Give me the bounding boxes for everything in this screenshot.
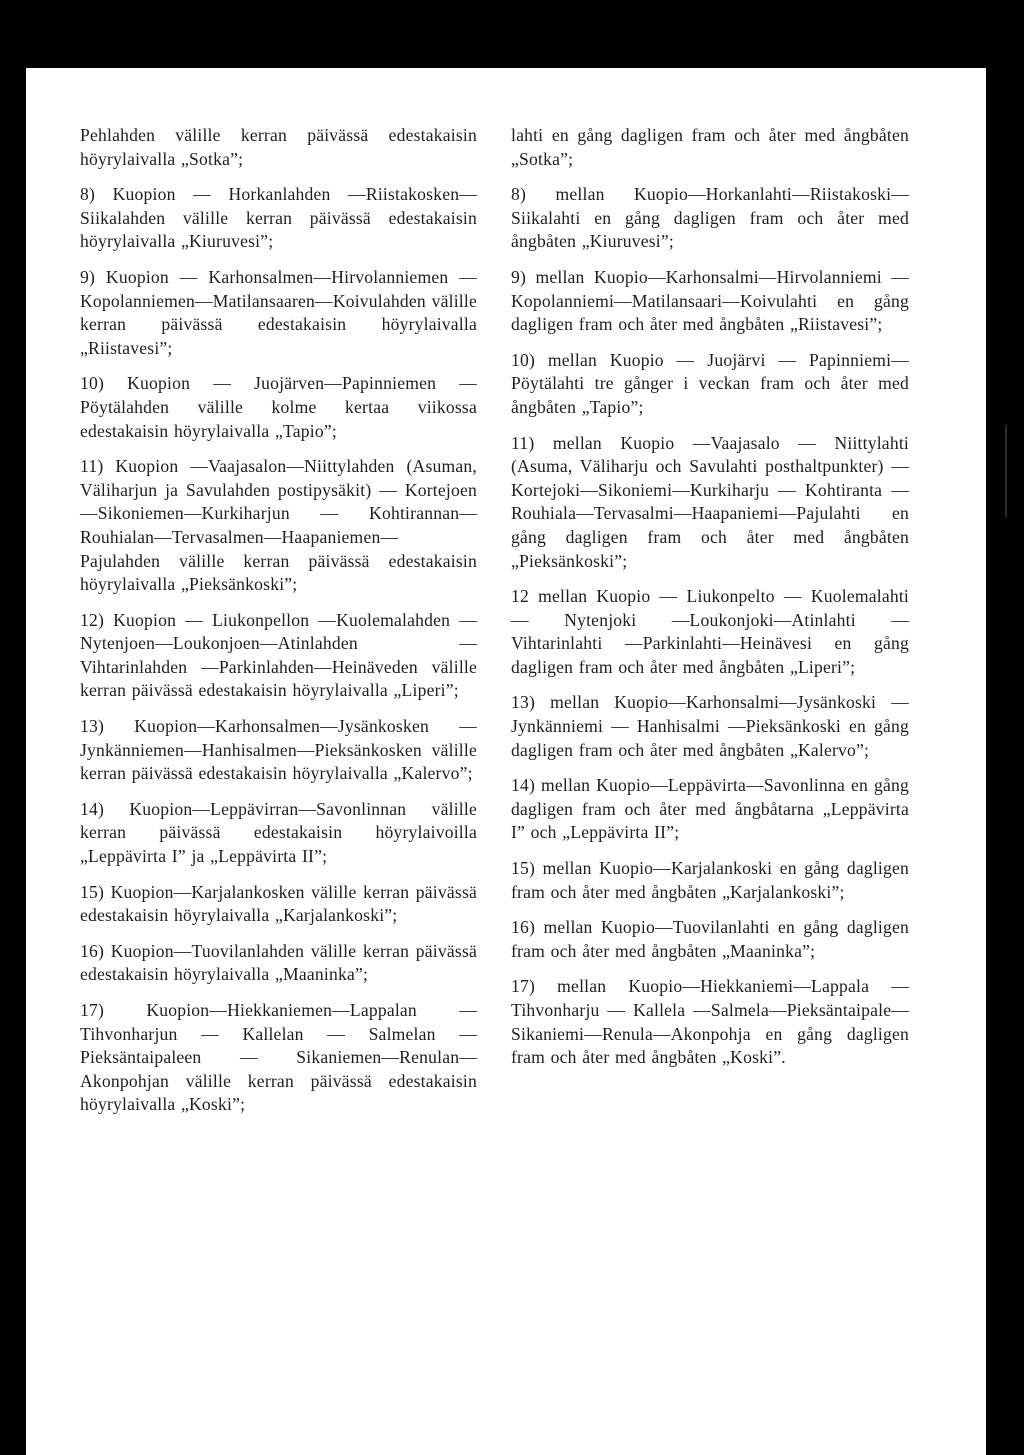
sv-paragraph-12: 12 mellan Kuopio — Liukonpelto — Kuolemalahti — Nytenjoki —Loukonjoki—Atinlahti — Vihtarinlahti —Parkinlahti—Heinävesi en gång dagligen fram och åter med ångbåten „Liperi”; — [511, 586, 909, 677]
sv-paragraph-continued: lahti en gång dagligen fram och åter med ångbåten „Sotka”; — [511, 125, 909, 169]
swedish-text-column — [511, 124, 909, 1082]
fi-paragraph-10: 10) Kuopion — Juojärven—Papinniemen —Pöytälahden välille kolme kertaa viikossa edestakaisin höyrylaivalla „Tapio”; — [80, 373, 477, 441]
sv-paragraph-9: 9) mellan Kuopio—Karhonsalmi—Hirvolanniemi —Kopolanniemi—Matilansaari—Koivulahti en gång dagligen fram och åter med ångbåten „Riistavesi”; — [511, 266, 909, 335]
sv-paragraph-14: 14) mellan Kuopio—Leppävirta—Savonlinna en gång dagligen fram och åter med ångbåtarna „Leppävirta I” och „Leppävirta II”; — [511, 775, 909, 843]
sv-paragraph-10: 10) mellan Kuopio — Juojärvi — Papinniemi—Pöytälahti tre gånger i veckan fram och åter med ångbåten „Tapio”; — [511, 349, 909, 417]
sv-paragraph-11: 11) mellan Kuopio —Vaajasalo — Niittylahti (Asuma, Väliharju och Savulahti posthaltpunkter) — Kortejoki—Sikoniemi—Kurkiharju — Kohtiranta —Rouhiala—Tervasalmi—Haapaniemi—Pajulahti en gång dagligen fram och åter med ångbåten „Pieksänkoski”; — [511, 432, 909, 571]
fi-paragraph-12: 12) Kuopion — Liukonpellon —Kuolemalahden —Nytenjoen—Loukonjoen—Atinlahden —Vihtarinlahden —Parkinlahden—Heinäveden välille kerran päivässä edestakaisin höyrylaivalla „Liperi”; — [80, 609, 477, 701]
fi-paragraph-9: 9) Kuopion — Karhonsalmen—Hirvolanniemen — Kopolanniemen—Matilansaaren—Koivulahden välille kerran päivässä edestakaisin höyrylaivalla „Riistavesi”; — [80, 266, 477, 358]
fi-paragraph-14: 14) Kuopion—Leppävirran—Savonlinnan välille kerran päivässä edestakaisin höyrylaivoilla „Leppävirta I” ja „Leppävirta II”; — [80, 798, 477, 867]
sv-paragraph-13: 13) mellan Kuopio—Karhonsalmi—Jysänkoski — Jynkänniemi — Hanhisalmi —Pieksänkoski en gång dagligen fram och åter med ångbåten „Kalervo”; — [511, 692, 909, 760]
sv-paragraph-15: 15) mellan Kuopio—Karjalankoski en gång dagligen fram och åter med ångbåten „Karjalankoski”; — [511, 858, 909, 902]
fi-paragraph-continued: Pehlahden välille kerran päivässä edestakaisin höyrylaivalla „Sotka”; — [80, 125, 477, 169]
sv-paragraph-16: 16) mellan Kuopio—Tuovilanlahti en gång dagligen fram och åter med ångbåten „Maaninka”; — [511, 917, 909, 961]
sv-paragraph-8: 8) mellan Kuopio—Horkanlahti—Riistakoski—Siikalahti en gång dagligen fram och åter med ångbåten „Kiuruvesi”; — [511, 184, 909, 252]
fi-paragraph-13: 13) Kuopion—Karhonsalmen—Jysänkosken — Jynkänniemen—Hanhisalmen—Pieksänkosken välille kerran päivässä edestakaisin höyrylaivalla „Kalervo”; — [80, 716, 477, 784]
sv-paragraph-17: 17) mellan Kuopio—Hiekkaniemi—Lappala — Tihvonharju — Kallela —Salmela—Pieksäntaipale—Sikaniemi—Renula—Akonpohja en gång dagligen fram och åter med ångbåten „Koski”. — [511, 976, 909, 1068]
finnish-text-column — [80, 124, 477, 1129]
fi-paragraph-16: 16) Kuopion—Tuovilanlahden välille kerran päivässä edestakaisin höyrylaivalla „Maaninka”; — [80, 940, 477, 985]
fi-paragraph-11: 11) Kuopion —Vaajasalon—Niittylahden (Asuman, Väliharjun ja Savulahden postipysäkit) — Kortejoen—Sikoniemen—Kurkiharjun — Kohtirannan—Rouhialan—Tervasalmen—Haapaniemen—Pajulahden välille kerran päivässä edestakaisin höyrylaivalla „Pieksänkoski”; — [80, 456, 477, 595]
fi-paragraph-15: 15) Kuopion—Karjalankosken välille kerran päivässä edestakaisin höyrylaivalla „Karjalankoski”; — [80, 881, 477, 926]
scan-edge-mark — [1005, 425, 1007, 517]
fi-paragraph-17: 17) Kuopion—Hiekkaniemen—Lappalan — Tihvonharjun — Kallelan — Salmelan — Pieksäntaipaleen — Sikaniemen—Renulan—Akonpohjan välille kerran päivässä edestakaisin höyrylaivalla „Koski”; — [80, 1000, 477, 1115]
fi-paragraph-8: 8) Kuopion — Horkanlahden —Riistakosken—Siikalahden välille kerran päivässä edestakaisin höyrylaivalla „Kiuruvesi”; — [80, 184, 477, 252]
